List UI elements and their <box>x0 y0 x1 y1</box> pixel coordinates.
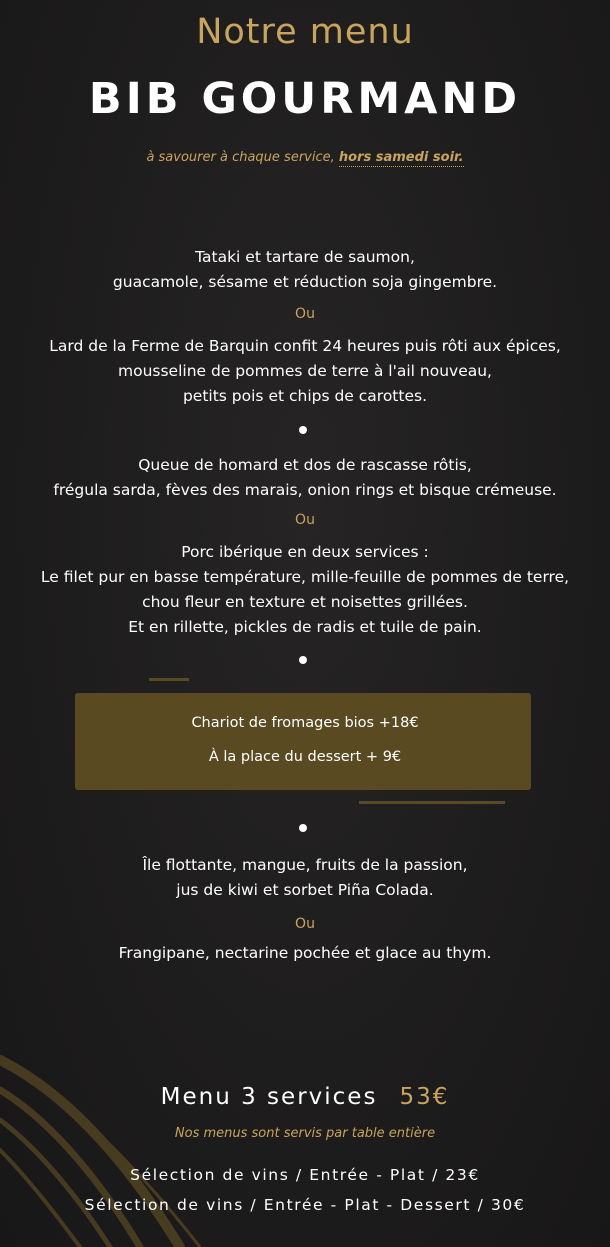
menu-line: Île flottante, mangue, fruits de la passion, <box>142 856 468 874</box>
main-option-2 <box>0 540 610 640</box>
or-separator: Ou <box>295 916 315 932</box>
decorative-line <box>359 801 505 804</box>
wine-pairing-1: Sélection de vins / Entrée - Plat / 23€ <box>130 1166 480 1184</box>
menu-line: jus de kiwi et sorbet Piña Colada. <box>176 881 434 899</box>
course-divider-dot <box>299 656 307 664</box>
or-separator: Ou <box>295 306 315 322</box>
menu-line: Le filet pur en basse température, mille-feuille de pommes de terre, <box>40 568 570 586</box>
subtitle <box>0 150 610 165</box>
main-option-1 <box>0 453 610 503</box>
menu-price: 53€ <box>399 1084 450 1110</box>
cheese-line-2: À la place du dessert + 9€ <box>208 749 402 765</box>
starter-option-1 <box>0 245 610 295</box>
or-separator: Ou <box>295 512 315 528</box>
course-divider-dot <box>299 426 307 434</box>
menu-line: Et en rillette, pickles de radis et tuile de pain. <box>128 618 482 636</box>
cheese-line-1: Chariot de fromages bios +18€ <box>191 715 419 731</box>
decorative-line <box>149 678 189 681</box>
starter-option-2 <box>0 334 610 409</box>
menu-price-line <box>0 1084 610 1110</box>
menu-line: Tataki et tartare de saumon, <box>195 248 415 266</box>
wine-pairing-2: Sélection de vins / Entrée - Plat - Dessert / 30€ <box>84 1196 526 1214</box>
menu-line: Queue de homard et dos de rascasse rôtis, <box>138 456 472 474</box>
dessert-option-2 <box>0 941 610 966</box>
menu-line: guacamole, sésame et réduction soja gingembre. <box>112 273 498 291</box>
menu-line: chou fleur en texture et noisettes grillées. <box>142 593 468 611</box>
subtitle-emphasis: hors samedi soir. <box>338 150 464 165</box>
menu-label: Menu 3 services <box>160 1084 378 1110</box>
subtitle-prefix: à savourer à chaque service, <box>146 150 339 165</box>
menu-line: petits pois et chips de carottes. <box>182 387 428 405</box>
title-notre-menu: Notre menu <box>196 12 414 52</box>
menu-line: Lard de la Ferme de Barquin confit 24 heures puis rôti aux épices, <box>49 337 561 355</box>
menu-line: Porc ibérique en deux services : <box>181 543 429 561</box>
course-divider-dot <box>299 824 307 832</box>
menu-line: frégula sarda, fèves des marais, onion rings et bisque crémeuse. <box>53 481 557 499</box>
dessert-option-1 <box>0 853 610 903</box>
menu-line: mousseline de pommes de terre à l'ail nouveau, <box>118 362 492 380</box>
title-bib-gourmand: BIB GOURMAND <box>88 74 522 124</box>
menu-note: Nos menus sont servis par table entière <box>174 1126 436 1141</box>
cheese-box <box>75 693 531 790</box>
menu-line: Frangipane, nectarine pochée et glace au thym. <box>118 944 492 962</box>
